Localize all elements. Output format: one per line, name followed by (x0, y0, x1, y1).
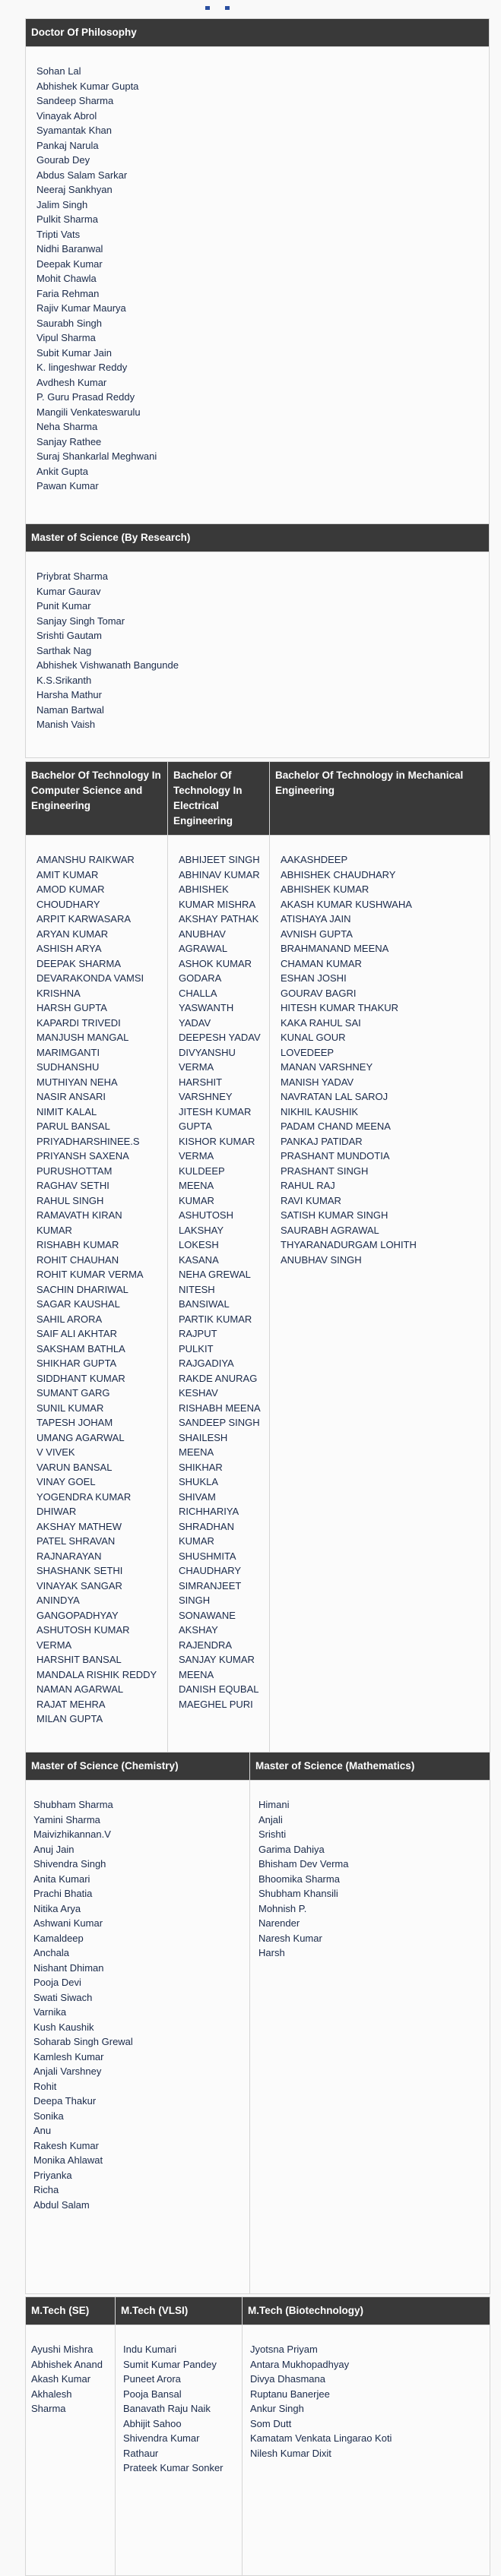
person-name: Deepak Kumar (36, 258, 103, 270)
person-name: AAKASHDEEP (281, 854, 348, 865)
person-name: AMIT KUMAR (36, 868, 99, 880)
person-name: ABHISHEK KUMAR MISHRA (179, 883, 256, 910)
person-name: SATISH KUMAR SINGH (281, 1209, 388, 1221)
person-name: Monika Ahlawat (33, 2154, 103, 2166)
person-name: Puneet Arora (123, 2373, 181, 2385)
person-name: AMOD KUMAR CHOUDHARY (36, 883, 105, 910)
person-name: Shivendra Singh (33, 1858, 106, 1870)
person-name: Pooja Devi (33, 1977, 81, 1988)
person-name: Richa (33, 2184, 59, 2195)
person-name: Ashwani Kumar (33, 1917, 103, 1929)
person-name: Anchala (33, 1947, 69, 1958)
person-name: SHUSHMITA CHAUDHARY (179, 1550, 242, 1576)
person-name: Suraj Shankarlal Meghwani (36, 450, 157, 462)
person-name: KAKA RAHUL SAI (281, 1016, 361, 1029)
phd-list (26, 47, 490, 543)
person-name: Priyanka (33, 2169, 72, 2181)
person-name: PANKAJ PATIDAR (281, 1135, 363, 1147)
person-name: SUNIL KUMAR (36, 1402, 104, 1414)
person-name: SHAILESH MEENA (179, 1431, 228, 1458)
person-name: SHIKHAR GUPTA (36, 1358, 117, 1369)
person-name: ABHINAV KUMAR (179, 868, 260, 880)
person-name: Jalim Singh (36, 198, 88, 210)
person-name: K. lingeshwar Reddy (36, 362, 128, 373)
person-name: Vipul Sharma (36, 332, 96, 343)
btech-panel (25, 761, 490, 1756)
person-name: Nishant Dhiman (33, 1961, 104, 1974)
person-name: LOVEDEEP (281, 1046, 335, 1058)
person-name: Kamatam Venkata Lingarao Koti (250, 2432, 392, 2444)
person-name: NIKHIL KAUSHIK (281, 1105, 359, 1117)
btech-ee-title: Bachelor Of Technology In Electrical Engineering (168, 762, 270, 836)
btech-me-title: Bachelor Of Technology in Mechanical Engineering (270, 762, 490, 836)
person-name: Rajiv Kumar Maurya (36, 302, 126, 314)
person-name: NIMIT KALAL (36, 1105, 97, 1117)
person-name: UMANG AGARWAL (36, 1431, 125, 1443)
person-name: KUMAR ASHUTOSH LAKSHAY (179, 1194, 233, 1236)
person-name: ASHUTOSH KUMAR VERMA (36, 1624, 130, 1651)
person-name: Prateek Kumar Sonker (123, 2462, 224, 2473)
person-name: VINAYAK SANGAR (36, 1579, 122, 1591)
person-name: Srishti Gautam (36, 630, 102, 641)
person-name: Mangili Venkateswarulu (36, 406, 141, 418)
person-name: NITESH BANSIWAL (179, 1283, 230, 1310)
person-name: Manish Vaish (36, 719, 96, 730)
person-name: Kumar Gaurav (36, 585, 101, 597)
person-name: Nidhi Baranwal (36, 243, 103, 254)
person-name: Pawan Kumar (36, 480, 99, 491)
person-name: Kush Kaushik (33, 2021, 94, 2033)
person-name: Naresh Kumar (258, 1932, 322, 1944)
person-name: THYARANADURGAM LOHITH (281, 1239, 417, 1250)
btech-cse-title: Bachelor Of Technology In Computer Science and Engineering (26, 762, 168, 836)
mtech-se-list (26, 2325, 116, 2576)
person-name: Nilesh Kumar Dixit (250, 2447, 331, 2459)
person-name: HARSHIT BANSAL (36, 1654, 122, 1665)
person-name: Shubham Sharma (33, 1799, 113, 1810)
person-name: Prachi Bhatia (33, 1888, 93, 1899)
person-name: RAJAT MEHRA (36, 1698, 106, 1710)
person-name: Mohnish P. (258, 1902, 307, 1914)
person-name: Neeraj Sankhyan (36, 184, 113, 195)
person-name: Deepa Thakur (33, 2095, 97, 2107)
person-name: Sonika (33, 2110, 64, 2122)
person-name: Shubham Khansili (258, 1888, 338, 1899)
person-name: SAHIL ARORA (36, 1313, 103, 1325)
person-name: TAPESH JOHAM (36, 1417, 113, 1428)
person-name: AVNISH GUPTA (281, 928, 353, 940)
person-name: Priybrat Sharma (36, 571, 108, 582)
person-name: ARYAN KUMAR (36, 928, 109, 940)
person-name: AKSHAY PATHAK (179, 913, 259, 925)
mtech-panel (25, 2296, 490, 2576)
person-name: VARUN BANSAL (36, 1461, 113, 1473)
btech-cse-list (26, 836, 168, 1756)
person-name: Abdus Salam Sarkar (36, 169, 128, 181)
person-name: SAIF ALI AKHTAR (36, 1328, 117, 1339)
person-name: SIMRANJEET SINGH (179, 1579, 242, 1606)
phd-title: Doctor Of Philosophy (26, 19, 490, 47)
person-name: RAHUL RAJ (281, 1180, 335, 1191)
person-name: DEVARAKONDA VAMSI KRISHNA (36, 972, 144, 999)
person-name: DEEPESH YADAV (179, 1032, 261, 1043)
person-name: Sarthak Nag (36, 644, 92, 656)
person-name: RISHABH KUMAR (36, 1239, 119, 1250)
person-name: SONAWANE AKSHAY RAJENDRA (179, 1609, 236, 1651)
person-name: Sohan Lal (36, 65, 81, 77)
person-name: Vinayak Abrol (36, 109, 97, 122)
person-name: MANISH YADAV (281, 1076, 354, 1088)
person-name: DANISH EQUBAL (179, 1683, 259, 1695)
mtech-biotech-title: M.Tech (Biotechnology) (243, 2297, 490, 2325)
person-name: SHASHANK SETHI (36, 1565, 123, 1576)
person-name: Sanjay Singh Tomar (36, 615, 125, 627)
person-name: Ayushi Mishra (31, 2344, 94, 2355)
person-name: Ankur Singh (250, 2403, 304, 2414)
person-name: Kamaldeep (33, 1932, 84, 1944)
person-name: PARUL BANSAL (36, 1120, 110, 1132)
person-name: ABHIJEET SINGH (179, 854, 260, 865)
person-name: MAEGHEL PURI (179, 1698, 253, 1710)
person-name: Pulkit Sharma (36, 213, 98, 225)
person-name: SUMANT GARG (36, 1387, 110, 1399)
person-name: Sandeep Sharma (36, 95, 114, 106)
person-name: ATISHAYA JAIN (281, 913, 351, 925)
person-name: ANUBHAV SINGH (281, 1253, 362, 1266)
person-name: SHRADHAN KUMAR (179, 1520, 234, 1547)
person-name: SANJAY KUMAR MEENA (179, 1654, 255, 1680)
person-name: Subit Kumar Jain (36, 346, 112, 359)
person-name: ANINDYA GANGOPADHYAY (36, 1595, 119, 1621)
mtech-vlsi-list (116, 2325, 243, 2576)
person-name: PRIYANSH SAXENA (36, 1150, 129, 1162)
person-name: SIDDHANT KUMAR (36, 1372, 125, 1384)
person-name: SHIKHAR SHUKLA (179, 1461, 223, 1487)
person-name: V VIVEK (36, 1446, 75, 1458)
person-name: PRASHANT SINGH (281, 1165, 369, 1177)
person-name: Varnika (33, 2006, 67, 2018)
msc-mathematics-list (250, 1781, 490, 2294)
person-name: Sumit Kumar Pandey (123, 2358, 217, 2370)
person-name: SANDEEP SINGH (179, 1417, 260, 1428)
person-name: PADAM CHAND MEENA (281, 1120, 391, 1132)
person-name: Anjali (258, 1813, 283, 1825)
person-name: Sanjay Rathee (36, 435, 102, 447)
person-name: P. Guru Prasad Reddy (36, 391, 135, 403)
person-name: SAGAR KAUSHAL (36, 1298, 120, 1310)
person-name: Abhishek Anand (31, 2358, 103, 2370)
person-name: Abhishek Vishwanath Bangunde (36, 659, 179, 671)
person-name: Anjali Varshney (33, 2066, 102, 2077)
person-name: HITESH KUMAR THAKUR (281, 1002, 399, 1013)
person-name: ESHAN JOSHI (281, 972, 347, 984)
person-name: Abhijit Sahoo (123, 2417, 182, 2429)
btech-me-list (270, 836, 490, 1756)
person-name: Antara Mukhopadhyay (250, 2358, 350, 2370)
person-name: RAVI KUMAR (281, 1194, 341, 1206)
person-name: NEHA GREWAL (179, 1269, 251, 1280)
person-name: KULDEEP MEENA (179, 1165, 225, 1191)
person-name: Bhoomika Sharma (258, 1873, 340, 1885)
person-name: Faria Rehman (36, 287, 100, 299)
person-name: Himani (258, 1799, 290, 1810)
btech-ee-list (168, 836, 270, 1756)
person-name: DIVYANSHU VERMA (179, 1046, 236, 1073)
person-name: SAKSHAM BATHLA (36, 1342, 125, 1354)
person-name: ROHIT CHAUHAN (36, 1253, 119, 1266)
person-name: Punit Kumar (36, 600, 91, 612)
person-name: NASIR ANSARI (36, 1091, 106, 1102)
person-name: ABHISHEK KUMAR (281, 883, 369, 895)
person-name: Harsh (258, 1947, 285, 1958)
person-name: ROHIT KUMAR VERMA (36, 1269, 144, 1280)
person-name: Akash Kumar (31, 2373, 91, 2385)
person-name: PRIYADHARSHINEE.S (36, 1135, 140, 1147)
person-name: SAURABH AGRAWAL (281, 1224, 379, 1236)
person-name: Gourab Dey (36, 154, 90, 166)
person-name: RISHABH MEENA (179, 1402, 261, 1414)
person-name: Jyotsna Priyam (250, 2344, 318, 2355)
ms-research-list (26, 552, 490, 758)
person-name: Anita Kumari (33, 1873, 90, 1885)
person-name: Akhalesh Sharma (31, 2388, 72, 2414)
person-name: VINAY GOEL (36, 1476, 96, 1487)
person-name: ASHOK KUMAR GODARA (179, 957, 252, 984)
person-name: DEEPAK SHARMA (36, 957, 122, 969)
ms-research-title: Master of Science (By Research) (26, 524, 490, 552)
person-name: PATEL SHRAVAN RAJNARAYAN (36, 1535, 116, 1562)
person-name: MARIMGANTI SUDHANSHU (36, 1046, 100, 1073)
person-name: Maivizhikannan.V (33, 1828, 111, 1840)
person-name: BRAHMANAND MEENA (281, 943, 389, 954)
person-name: KUNAL GOUR (281, 1032, 346, 1043)
person-name: MANDALA RISHIK REDDY (36, 1668, 157, 1680)
top-cutoff-element (205, 0, 296, 5)
mtech-biotech-list (243, 2325, 490, 2576)
person-name: Neha Sharma (36, 421, 98, 432)
person-name: Narender (258, 1917, 300, 1929)
person-name: MANAN VARSHNEY (281, 1061, 373, 1073)
person-name: GOURAV BAGRI (281, 987, 357, 999)
person-name: RAGHAV SETHI (36, 1180, 109, 1191)
person-name: ASHISH ARYA (36, 943, 102, 954)
ms-research-panel (25, 523, 490, 758)
person-name: RAMAVATH KIRAN KUMAR (36, 1209, 122, 1236)
person-name: Nitika Arya (33, 1902, 81, 1914)
person-name: PULKIT RAJGADIYA (179, 1342, 234, 1369)
person-name: RAHUL SINGH (36, 1194, 104, 1206)
person-name: YOGENDRA KUMAR DHIWAR (36, 1490, 132, 1517)
person-name: Anu (33, 2125, 52, 2136)
person-name: Rakesh Kumar (33, 2139, 99, 2151)
person-name: Tripti Vats (36, 228, 81, 240)
person-name: KISHOR KUMAR VERMA (179, 1135, 255, 1162)
person-name: PURUSHOTTAM (36, 1165, 113, 1177)
person-name: Yamini Sharma (33, 1813, 100, 1825)
person-name: ARPIT KARWASARA (36, 913, 132, 925)
person-name: Banavath Raju Naik (123, 2403, 211, 2414)
person-name: Bhisham Dev Verma (258, 1858, 349, 1870)
person-name: AMANSHU RAIKWAR (36, 854, 135, 865)
person-name: PARTIK KUMAR RAJPUT (179, 1313, 252, 1339)
person-name: AKASH KUMAR KUSHWAHA (281, 898, 412, 910)
person-name: ABHISHEK CHAUDHARY (281, 868, 396, 880)
person-name: LOKESH KASANA (179, 1239, 219, 1266)
person-name: SHIVAM RICHHARIYA (179, 1490, 239, 1517)
person-name: Abdul Salam (33, 2198, 90, 2211)
person-name: Harsha Mathur (36, 689, 102, 700)
person-name: Pankaj Narula (36, 139, 99, 151)
person-name: MANJUSH MANGAL (36, 1032, 129, 1043)
person-name: Saurabh Singh (36, 317, 103, 329)
msc-mathematics-title: Master of Science (Mathematics) (250, 1753, 490, 1781)
person-name: Pooja Bansal (123, 2388, 182, 2400)
person-name: Divya Dhasmana (250, 2373, 325, 2385)
person-name: ANUBHAV AGRAWAL (179, 928, 228, 954)
person-name: Syamantak Khan (36, 125, 113, 136)
msc-panel (25, 1752, 490, 2294)
person-name: Shivendra Kumar Rathaur (123, 2432, 200, 2459)
person-name: KAPARDI TRIVEDI (36, 1016, 121, 1029)
person-name: NAVRATAN LAL SAROJ (281, 1091, 388, 1102)
person-name: PRASHANT MUNDOTIA (281, 1150, 390, 1162)
person-name: CHALLA YASWANTH YADAV (179, 987, 234, 1029)
person-name: Soharab Singh Grewal (33, 2036, 133, 2047)
person-name: Kamlesh Kumar (33, 2050, 104, 2062)
person-name: Anuj Jain (33, 1843, 75, 1855)
person-name: SACHIN DHARIWAL (36, 1283, 128, 1295)
person-name: Rohit (33, 2080, 57, 2092)
person-name: Ruptanu Banerjee (250, 2388, 330, 2400)
mtech-se-title: M.Tech (SE) (26, 2297, 116, 2325)
person-name: Srishti (258, 1828, 287, 1840)
person-name: HARSHIT VARSHNEY (179, 1076, 233, 1102)
person-name: Som Dutt (250, 2417, 292, 2429)
msc-chemistry-list (26, 1781, 250, 2294)
person-name: MILAN GUPTA (36, 1713, 103, 1724)
person-name: Garima Dahiya (258, 1843, 325, 1855)
person-name: NAMAN AGARWAL (36, 1683, 124, 1695)
person-name: Ankit Gupta (36, 465, 88, 477)
person-name: JITESH KUMAR GUPTA (179, 1105, 252, 1132)
person-name: Swati Siwach (33, 1991, 93, 2003)
person-name: AKSHAY MATHEW (36, 1520, 122, 1532)
person-name: Indu Kumari (123, 2344, 177, 2355)
msc-chemistry-title: Master of Science (Chemistry) (26, 1753, 250, 1781)
person-name: Avdhesh Kumar (36, 376, 107, 388)
phd-panel (25, 18, 490, 543)
person-name: Abhishek Kumar Gupta (36, 80, 139, 92)
person-name: K.S.Srikanth (36, 674, 92, 686)
person-name: Mohit Chawla (36, 273, 97, 284)
person-name: HARSH GUPTA (36, 1002, 107, 1013)
person-name: RAKDE ANURAG KESHAV (179, 1372, 258, 1399)
person-name: Naman Bartwal (36, 703, 104, 716)
person-name: MUTHIYAN NEHA (36, 1076, 118, 1088)
mtech-vlsi-title: M.Tech (VLSI) (116, 2297, 243, 2325)
person-name: CHAMAN KUMAR (281, 957, 362, 969)
